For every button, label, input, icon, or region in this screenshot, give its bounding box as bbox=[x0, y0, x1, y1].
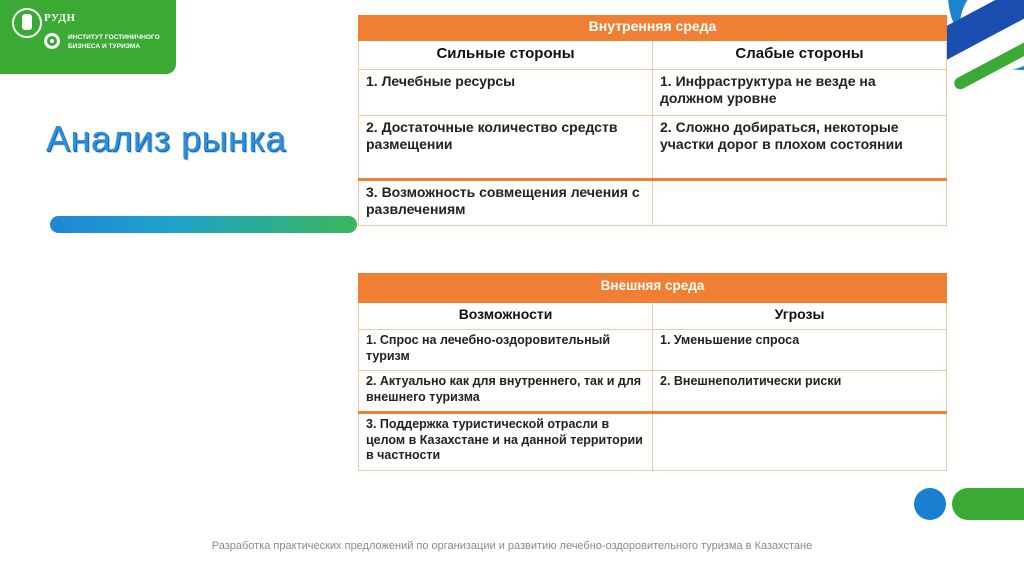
logo-institute-name: ИНСТИТУТ ГОСТИНИЧНОГО БИЗНЕСА И ТУРИЗМА bbox=[68, 34, 160, 50]
decor-dot-blue bbox=[914, 488, 946, 520]
title-underline-bar bbox=[50, 216, 357, 233]
opportunity-3: 3. Поддержка туристической отрасли в целом в Казахстане и на данной территории в частности bbox=[359, 413, 653, 471]
internal-header: Внутренняя среда bbox=[359, 16, 947, 41]
institute-logo bbox=[0, 0, 176, 74]
page-title: Анализ рынка bbox=[46, 118, 286, 159]
table-row bbox=[359, 180, 947, 226]
opportunities-header: Возможности bbox=[359, 303, 653, 330]
strengths-header: Сильные стороны bbox=[359, 41, 653, 70]
threats-header: Угрозы bbox=[653, 303, 947, 330]
table-row bbox=[359, 371, 947, 413]
institute-ring-icon bbox=[44, 33, 60, 49]
table-row bbox=[359, 70, 947, 116]
external-header: Внешняя среда bbox=[359, 274, 947, 303]
opportunity-2: 2. Актуально как для внутреннего, так и для внешнего туризма bbox=[359, 371, 653, 413]
table-row bbox=[359, 116, 947, 180]
threat-3 bbox=[653, 413, 947, 471]
strength-3: 3. Возможность совмещения лечения с развлечениям bbox=[359, 180, 653, 226]
rudn-emblem-icon bbox=[12, 8, 42, 38]
logo-org-name: РУДН bbox=[44, 12, 76, 24]
internal-environment-table bbox=[358, 15, 947, 226]
opportunity-1: 1. Спрос на лечебно-оздоровительный туризм bbox=[359, 330, 653, 371]
weakness-3 bbox=[653, 180, 947, 226]
slide-footer: Разработка практических предложений по организации и развитию лечебно-оздоровительного туризма в Казахстане bbox=[211, 540, 813, 552]
external-environment-table bbox=[358, 273, 947, 471]
threat-2: 2. Внешнеполитически риски bbox=[653, 371, 947, 413]
weakness-1: 1. Инфраструктура не везде на должном уровне bbox=[653, 70, 947, 116]
strength-2: 2. Достаточные количество средств размещении bbox=[359, 116, 653, 180]
threat-1: 1. Уменьшение спроса bbox=[653, 330, 947, 371]
table-row bbox=[359, 413, 947, 471]
weaknesses-header: Слабые стороны bbox=[653, 41, 947, 70]
strength-1: 1. Лечебные ресурсы bbox=[359, 70, 653, 116]
table-row bbox=[359, 330, 947, 371]
weakness-2: 2. Сложно добираться, некоторые участки дорог в плохом состоянии bbox=[653, 116, 947, 180]
decor-pill-green-bottom bbox=[952, 488, 1024, 520]
